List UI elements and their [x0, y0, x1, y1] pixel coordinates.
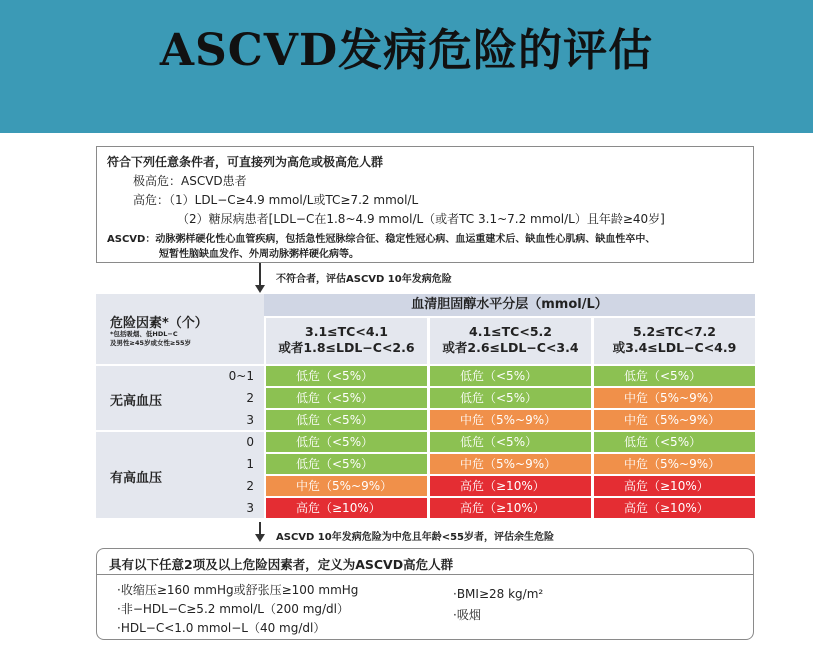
lifetime-risk-divider: [97, 574, 753, 575]
lifetime-risk-item: ·吸烟: [453, 608, 481, 622]
hypertension-group-label: 有高血压: [110, 471, 163, 486]
page-title: ASCVD发病危险的评估: [159, 25, 654, 76]
risk-factor-note-line-2: 及男性≥45岁或女性≥55岁: [110, 339, 191, 347]
risk-level-cell: 中危（5%~9%）: [430, 410, 591, 430]
risk-level-cell: 低危（<5%）: [594, 366, 755, 386]
column-header-1-line-1: 3.1≤TC<4.1: [305, 324, 388, 339]
risk-factor-note-line-1: *包括吸烟、低HDL−C: [110, 330, 178, 338]
risk-level-cell: 高危（≥10%）: [266, 498, 427, 518]
flow-arrowhead-1: [255, 285, 265, 293]
column-header-1-line-2: 或者1.8≤LDL−C<2.6: [278, 340, 415, 355]
hypertension-group-1: [96, 366, 224, 430]
risk-factor-count: 1: [224, 454, 264, 476]
risk-level-cell: 高危（≥10%）: [430, 498, 591, 518]
risk-factor-count: 3: [224, 498, 264, 518]
arrow-note-1: 不符合者，评估ASCVD 10年发病危险: [276, 274, 452, 285]
risk-level-cell: 中危（5%~9%）: [266, 476, 427, 496]
flow-arrow-1: [259, 263, 261, 287]
arrow-note-2: ASCVD 10年发病危险为中危且年龄<55岁者，评估余生危险: [276, 532, 555, 543]
high-risk-line-2: （2）糖尿病患者[LDL−C在1.8~4.9 mmol/L（或者TC 3.1~7.2 mmol/L）且年龄≥40岁]: [177, 212, 665, 226]
risk-level-cell: 低危（<5%）: [430, 432, 591, 452]
lifetime-risk-item: ·收缩压≥160 mmHg或舒张压≥100 mmHg: [117, 583, 359, 597]
risk-level-cell: 中危（5%~9%）: [594, 388, 755, 408]
direct-criteria-box: [96, 146, 754, 263]
column-header-2: [430, 318, 591, 364]
risk-level-cell: 中危（5%~9%）: [594, 410, 755, 430]
ascvd-definition-2: 短暂性脑缺血发作、外周动脉粥样硬化病等。: [159, 249, 359, 260]
risk-factor-count: 3: [224, 410, 264, 430]
column-header-3-line-1: 5.2≤TC<7.2: [633, 324, 716, 339]
hypertension-group-2: [96, 432, 224, 518]
risk-level-cell: 高危（≥10%）: [430, 476, 591, 496]
lifetime-risk-heading: 具有以下任意2项及以上危险因素者，定义为ASCVD高危人群: [109, 557, 454, 572]
risk-level-cell: 低危（<5%）: [430, 366, 591, 386]
lifetime-risk-item: ·HDL−C<1.0 mmol−L（40 mg/dl）: [117, 621, 326, 635]
ascvd-definition-1: ASCVD：动脉粥样硬化性心血管疾病，包括急性冠脉综合征、稳定性冠心病、血运重建术后、缺血性心肌病、缺血性卒中、: [107, 234, 656, 245]
risk-factor-count: 0~1: [224, 366, 264, 388]
lifetime-risk-box: [96, 548, 754, 640]
column-header-3: [594, 318, 755, 364]
risk-level-cell: 低危（<5%）: [266, 366, 427, 386]
risk-factor-count: 2: [224, 388, 264, 410]
risk-factor-header-cell: [96, 294, 264, 364]
hypertension-group-label: 无高血压: [110, 394, 163, 409]
risk-level-cell: 中危（5%~9%）: [594, 454, 755, 474]
column-header-3-line-2: 或3.4≤LDL−C<4.9: [612, 340, 737, 355]
column-header-2-line-1: 4.1≤TC<5.2: [469, 324, 552, 339]
risk-factor-count: 0: [224, 432, 264, 454]
lifetime-risk-item: ·非−HDL−C≥5.2 mmol/L（200 mg/dl）: [117, 602, 350, 616]
high-risk-line-1: 高危：（1）LDL−C≥4.9 mmol/L或TC≥7.2 mmol/L: [133, 193, 419, 207]
flow-arrowhead-2: [255, 534, 265, 542]
risk-factor-header: 危险因素*（个）: [110, 316, 208, 331]
risk-table: [96, 294, 755, 522]
cholesterol-header: 血清胆固醇水平分层（mmol/L）: [264, 294, 755, 316]
title-banner: [0, 0, 813, 133]
risk-level-cell: 低危（<5%）: [266, 454, 427, 474]
very-high-risk-line: 极高危：ASCVD患者: [133, 174, 247, 188]
lifetime-risk-item: ·BMI≥28 kg/m²: [453, 587, 544, 601]
risk-level-cell: 低危（<5%）: [430, 388, 591, 408]
risk-level-cell: 低危（<5%）: [266, 388, 427, 408]
criteria-heading: 符合下列任意条件者，可直接列为高危或极高危人群: [107, 155, 384, 169]
risk-factor-note: [110, 330, 191, 348]
column-header-1: [266, 318, 427, 364]
column-header-2-line-2: 或者2.6≤LDL−C<3.4: [442, 340, 579, 355]
risk-level-cell: 高危（≥10%）: [594, 498, 755, 518]
risk-factor-count: 2: [224, 476, 264, 498]
risk-level-cell: 中危（5%~9%）: [430, 454, 591, 474]
risk-level-cell: 低危（<5%）: [266, 410, 427, 430]
risk-level-cell: 低危（<5%）: [266, 432, 427, 452]
risk-level-cell: 低危（<5%）: [594, 432, 755, 452]
risk-level-cell: 高危（≥10%）: [594, 476, 755, 496]
